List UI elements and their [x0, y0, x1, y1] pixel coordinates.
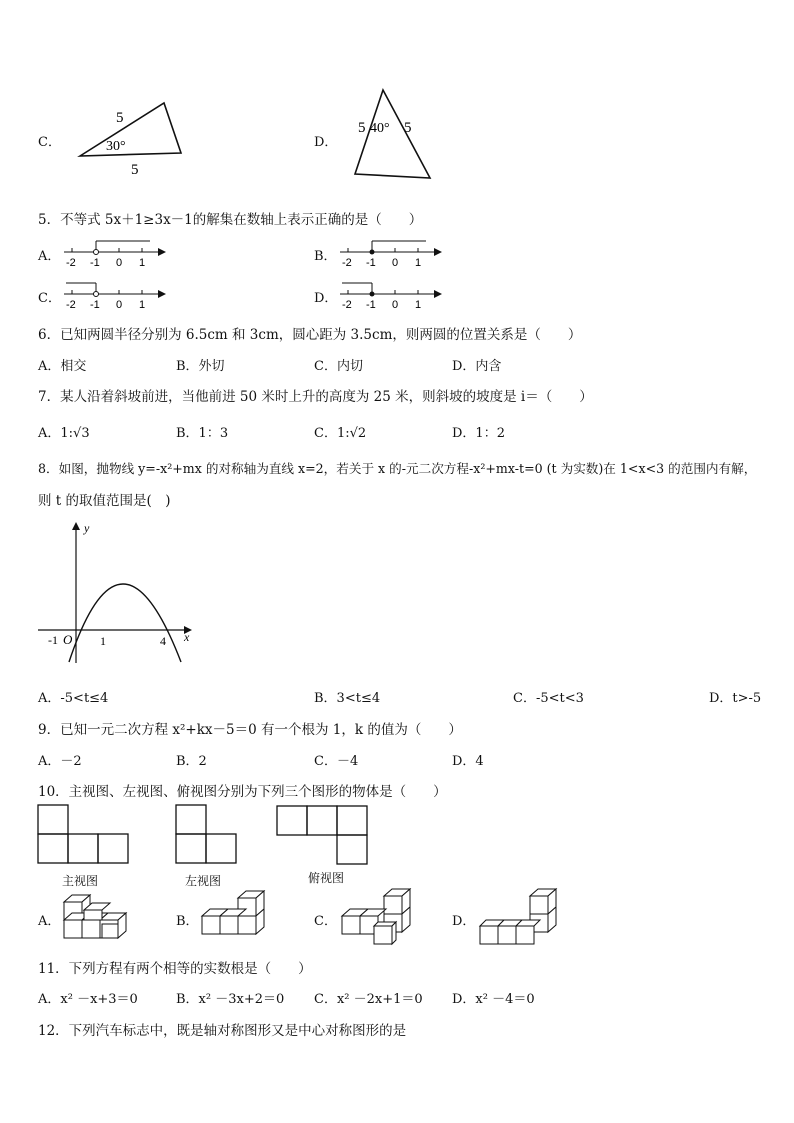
q10-option-d-cubes[interactable]: [476, 886, 566, 946]
q6-option-d[interactable]: D．内含: [452, 359, 502, 374]
side-label: 5: [358, 120, 366, 136]
q8-stem-line1: 8．如图，抛物线 y=-x²+mx 的对称轴为直线 x=2，若关于 x 的-元二次方程-x²+mx-t=0 (t 为实数)在 1<x<3 的范围内有解，: [38, 461, 757, 476]
q9-option-a[interactable]: A．－2: [38, 754, 82, 769]
q7-option-b[interactable]: B．1：3: [176, 426, 229, 441]
q5-option-a-label[interactable]: A．: [38, 249, 61, 264]
svg-text:0: 0: [392, 257, 399, 269]
q4-option-d-label[interactable]: D．: [314, 135, 338, 150]
side-label: 5: [404, 120, 412, 136]
q11-option-c[interactable]: C．x² －2x+1＝0: [314, 992, 423, 1007]
svg-text:-1: -1: [366, 299, 376, 311]
q10-left-view: [175, 804, 240, 866]
svg-text:4: 4: [160, 634, 166, 648]
q10-option-a-cubes[interactable]: [60, 888, 140, 944]
q5-option-d-numberline[interactable]: [338, 277, 443, 311]
q5-stem: 5．不等式 5x＋1≥3x－1的解集在数轴上表示正确的是（ ）: [38, 212, 423, 228]
angle-label: 40°: [370, 121, 390, 136]
svg-text:0: 0: [116, 257, 123, 269]
q8-stem-line2: 则 t 的取值范围是( ): [38, 493, 171, 509]
svg-text:-1: -1: [90, 257, 100, 269]
q5-option-c-label[interactable]: C．: [38, 291, 61, 306]
svg-text:1: 1: [139, 299, 146, 311]
q9-option-d[interactable]: D．4: [452, 754, 484, 769]
parabola-curve: [69, 584, 181, 662]
svg-text:-1: -1: [90, 299, 100, 311]
svg-text:0: 0: [116, 299, 123, 311]
side-label: 5: [116, 110, 124, 126]
svg-text:O: O: [63, 632, 73, 647]
q12-stem: 12．下列汽车标志中，既是轴对称图形又是中心对称图形的是: [38, 1023, 407, 1039]
svg-text:-2: -2: [342, 257, 352, 269]
svg-text:-2: -2: [342, 299, 352, 311]
svg-text:y: y: [84, 521, 90, 535]
q8-option-a[interactable]: A．-5<t≤4: [38, 691, 109, 706]
q5-option-d-label[interactable]: D．: [314, 291, 338, 306]
q10-option-b-cubes[interactable]: [198, 890, 278, 944]
q10-stem: 10．主视图、左视图、俯视图分别为下列三个图形的物体是（ ）: [38, 784, 447, 800]
q5-option-c-numberline[interactable]: [62, 277, 167, 311]
q8-option-b[interactable]: B．3<t≤4: [314, 691, 381, 706]
svg-text:0: 0: [392, 299, 399, 311]
q5-option-b-label[interactable]: B．: [314, 249, 337, 264]
q11-option-b[interactable]: B．x² －3x+2＝0: [176, 992, 285, 1007]
svg-text:1: 1: [139, 257, 146, 269]
q6-option-b[interactable]: B．外切: [176, 359, 225, 374]
q8-option-d[interactable]: D．t>-5: [709, 691, 762, 706]
svg-text:1: 1: [100, 634, 106, 648]
svg-text:x: x: [184, 630, 190, 644]
q10-option-c-cubes[interactable]: [338, 888, 418, 946]
q8-parabola-graph: [36, 518, 196, 666]
q7-option-a[interactable]: A．1:√3: [38, 426, 90, 441]
q10-top-view: [276, 805, 371, 867]
q4-option-d-triangle[interactable]: [350, 86, 440, 184]
q9-option-b[interactable]: B．2: [176, 754, 207, 769]
left-view-label: 左视图: [185, 874, 222, 888]
svg-text:-2: -2: [66, 299, 76, 311]
svg-text:1: 1: [415, 257, 422, 269]
q10-option-a-label[interactable]: A．: [38, 914, 61, 929]
q6-stem: 6．已知两圆半径分别为 6.5cm 和 3cm，圆心距为 3.5cm，则两圆的位置关系是（ ）: [38, 327, 582, 343]
q11-stem: 11．下列方程有两个相等的实数根是（ ）: [38, 961, 312, 977]
q10-option-b-label[interactable]: B．: [176, 914, 199, 929]
q7-option-d[interactable]: D．1：2: [452, 426, 505, 441]
q9-option-c[interactable]: C．－4: [314, 754, 359, 769]
q10-option-c-label[interactable]: C．: [314, 914, 337, 929]
q7-option-c[interactable]: C．1:√2: [314, 426, 367, 441]
q6-option-a[interactable]: A．相交: [38, 359, 87, 374]
svg-text:-2: -2: [66, 257, 76, 269]
q10-front-view: [37, 804, 132, 866]
q5-option-a-numberline[interactable]: [62, 235, 167, 269]
q9-stem: 9．已知一元二次方程 x²+kx－5＝0 有一个根为 1，k 的值为（ ）: [38, 722, 462, 738]
q7-stem: 7．某人沿着斜坡前进，当他前进 50 米时上升的高度为 25 米，则斜坡的坡度是 i＝（ ）: [38, 389, 593, 405]
q11-option-d[interactable]: D．x² －4＝0: [452, 992, 535, 1007]
svg-text:-1: -1: [366, 257, 376, 269]
q11-option-a[interactable]: A．x² －x+3＝0: [38, 992, 138, 1007]
side-label: 5: [131, 162, 139, 178]
angle-label: 30°: [106, 139, 126, 154]
q4-option-c-triangle[interactable]: [76, 98, 186, 178]
q6-option-c[interactable]: C．内切: [314, 359, 363, 374]
q10-option-d-label[interactable]: D．: [452, 914, 476, 929]
q5-option-b-numberline[interactable]: [338, 235, 443, 269]
top-view-label: 俯视图: [308, 871, 345, 885]
triangle-shape: [355, 90, 430, 178]
front-view-label: 主视图: [62, 874, 99, 888]
q8-option-c[interactable]: C．-5<t<3: [513, 691, 584, 706]
q4-option-c-label[interactable]: C．: [38, 135, 61, 150]
svg-text:-1: -1: [48, 633, 58, 647]
triangle-shape: [80, 103, 181, 156]
svg-text:1: 1: [415, 299, 422, 311]
